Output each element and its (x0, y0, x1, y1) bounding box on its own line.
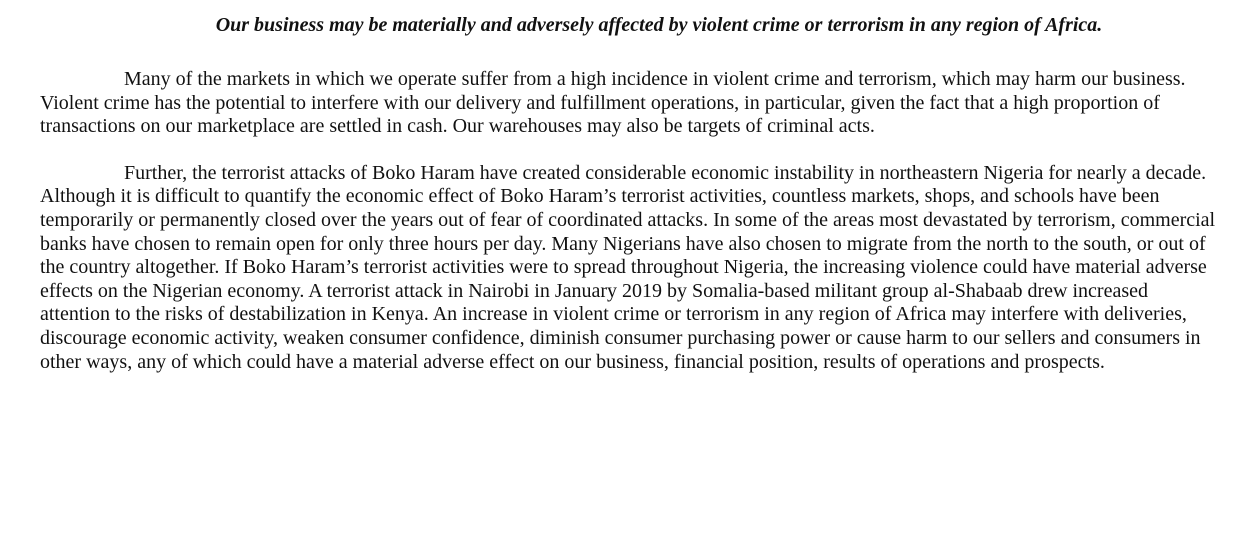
section-heading: Our business may be materially and adversely affected by violent crime or terrorism in any region of Africa. (215, 14, 1103, 36)
document-page (40, 10, 1218, 374)
paragraph-violent-crime: Many of the markets in which we operate suffer from a high incidence in violent crime and terrorism, which may harm our business. Violent crime has the potential to interfere with our delivery and fulfillment operations, in particular, given the fact that a high proportion of transactions on our marketplace are settled in cash. Our warehouses may also be targets of criminal acts. (40, 68, 1186, 138)
paragraph-terrorism: Further, the terrorist attacks of Boko Haram have created considerable economic instability in northeastern Nigeria for nearly a decade. Although it is difficult to quantify the economic effect of Boko Haram’s terrorist activities, countless markets, shops, and schools have been temporarily or permanently closed over the years out of fear of coordinated attacks. In some of the areas most devastated by terrorism, commercial banks have chosen to remain open for only three hours per day. Many Nigerians have also chosen to migrate from the north to the south, or out of the country altogether. If Boko Haram’s terrorist activities were to spread throughout Nigeria, the increasing violence could have material adverse effects on the Nigerian economy. A terrorist attack in Nairobi in January 2019 by Somalia-based militant group al-Shabaab drew increased attention to the risks of destabilization in Kenya. An increase in violent crime or terrorism in any region of Africa may interfere with deliveries, discourage economic activity, weaken consumer confidence, diminish consumer purchasing power or cause harm to our sellers and consumers in other ways, any of which could have a material adverse effect on our business, financial position, results of operations and prospects. (40, 161, 1216, 373)
